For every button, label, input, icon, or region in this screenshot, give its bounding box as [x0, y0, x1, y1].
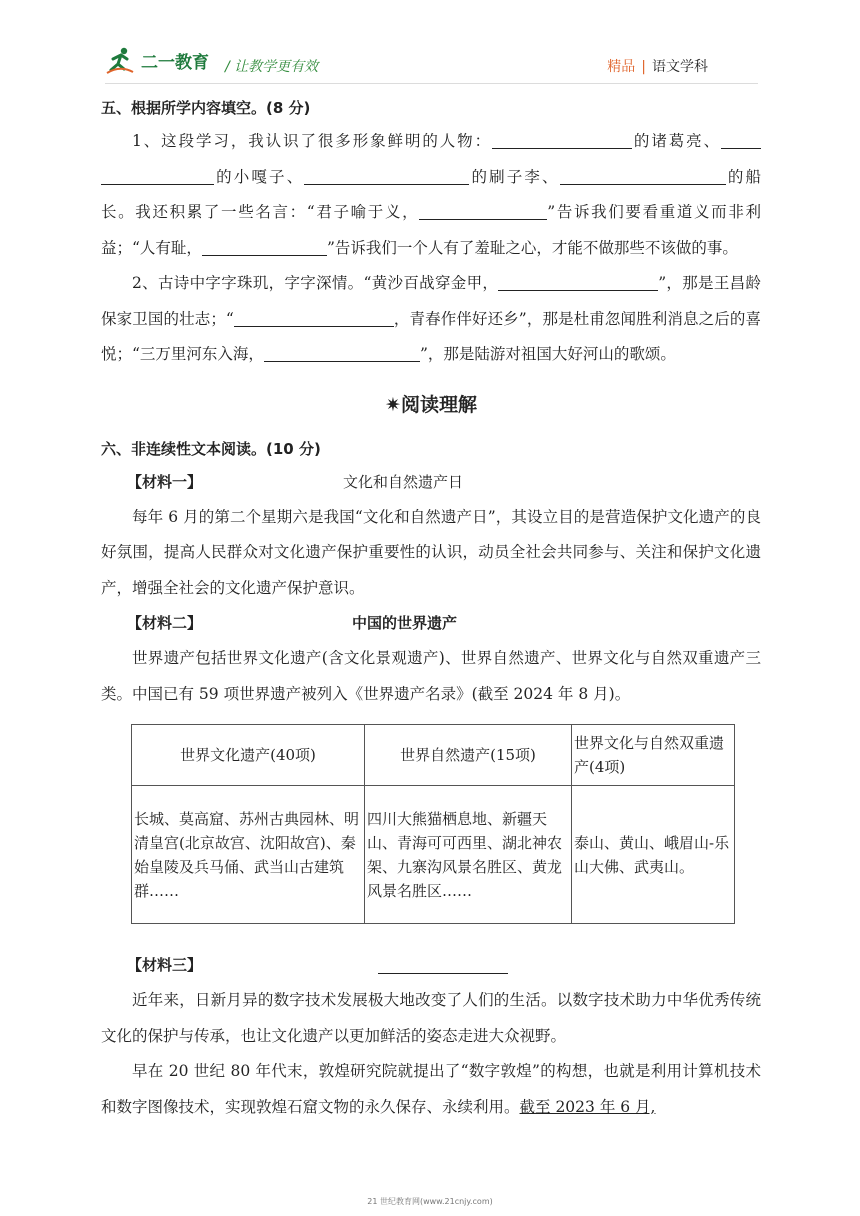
table-header-row [132, 725, 735, 786]
title-blank[interactable] [378, 973, 508, 974]
page-footer: 21 世纪教育网(www.21cnjy.com) [367, 1197, 493, 1206]
question-2 [101, 266, 761, 373]
table-cell: 四川大熊猫栖息地、新疆天山、青海可可西里、湖北神农架、九寨沟风景名胜区、黄龙风景名胜区…… [365, 786, 572, 924]
paragraph-text: 早在 20 世纪 80 年代末，敦煌研究院就提出了“数字敦煌”的构想，也就是利用计算机技术和数字图像技术，实现敦煌石窟文物的永久保存、永续利用。 [101, 1062, 761, 1116]
question-1 [101, 124, 761, 266]
document-body [101, 92, 761, 1125]
table-header-cell: 世界文化与自然双重遗产(4项) [572, 725, 735, 786]
header-separator: | [641, 59, 646, 75]
answer-blank[interactable] [721, 130, 761, 149]
answer-blank[interactable] [492, 130, 632, 149]
answer-blank[interactable] [202, 237, 327, 256]
q2-text: ”，那是陆游对祖国大好河山的歌颂。 [419, 345, 676, 363]
logo-text: 二一教育 [141, 52, 209, 73]
answer-blank[interactable] [304, 166, 469, 185]
material-title: 中国的世界遗产 [352, 614, 458, 632]
material-2-heading [101, 606, 761, 641]
q2-text: ，青春作伴好还乡”，那是杜甫忽闻胜利消息之后的喜悦；“三万里河东入海， [101, 309, 761, 363]
q2-text: ”，那是王昌龄保家卫国的壮志；“ [101, 274, 761, 328]
runner-logo-icon [105, 45, 135, 75]
underlined-text: 截至 2023 年 6 月, [519, 1097, 656, 1116]
header-subject-label: 语文学科 [652, 59, 708, 75]
material-1-text: 每年 6 月的第二个星期六是我国“文化和自然遗产日”，其设立目的是营造保护文化遗产的良好氛围，提高人民群众对文化遗产保护重要性的认识，动员全社会共同参与、关注和保护文化遗产，增强全社会的文化遗产保护意识。 [101, 507, 761, 597]
answer-blank[interactable] [560, 166, 726, 185]
header-tag: 精品 [607, 59, 636, 75]
material-3-paragraph-1: 近年来，日新月异的数字技术发展极大地改变了人们的生活。以数字技术助力中华优秀传统文化的保护与传承，也让文化遗产以更加鲜活的姿态走进大众视野。 [101, 991, 761, 1045]
answer-blank[interactable] [264, 343, 420, 362]
table-header-cell: 世界自然遗产(15项) [365, 725, 572, 786]
section-5-title: 五、根据所学内容填空。(8 分) [101, 99, 311, 117]
reading-title: ✷阅读理解 [385, 393, 477, 416]
q1-text: 的刷子李、 [469, 167, 560, 186]
answer-blank[interactable] [419, 201, 547, 220]
material-3-paragraph-2 [101, 1054, 761, 1125]
table-header-cell: 世界文化遗产(40项) [132, 725, 365, 786]
table-row [132, 786, 735, 924]
header-divider [105, 83, 758, 84]
slogan: / 让教学更有效 [225, 59, 319, 75]
q1-text: 的诸葛亮、 [632, 132, 721, 150]
q1-text: 1、这段学习，我认识了很多形象鲜明的人物： [132, 132, 493, 150]
material-3-heading [101, 948, 761, 983]
heritage-table [131, 724, 735, 924]
table-cell: 长城、莫高窟、苏州古典园林、明清皇宫(北京故宫、沈阳故宫)、秦始皇陵及兵马俑、武当山古建筑群…… [132, 786, 365, 924]
material-title: 文化和自然遗产日 [343, 472, 464, 491]
q2-text: 2、古诗中字字珠玑，字字深情。“黄沙百战穿金甲， [132, 274, 499, 292]
answer-blank[interactable] [498, 272, 658, 291]
material-label: 【材料一】 [127, 472, 203, 491]
q1-text: ”告诉我们一个人有了羞耻之心，才能不做那些不该做的事。 [326, 238, 738, 257]
material-2-text: 世界遗产包括世界文化遗产(含文化景观遗产)、世界自然遗产、世界文化与自然双重遗产三类。中国已有 59 项世界遗产被列入《世界遗产名录》(截至 2024 年 8 月)。 [101, 649, 761, 703]
header-subject [607, 56, 708, 76]
answer-blank[interactable] [101, 166, 214, 185]
table-cell: 泰山、黄山、峨眉山-乐山大佛、武夷山。 [572, 786, 735, 924]
page-header [0, 0, 860, 90]
material-label: 【材料二】 [127, 614, 203, 632]
logo [105, 45, 209, 75]
answer-blank[interactable] [234, 308, 394, 327]
q1-text: 的小嘎子、 [214, 167, 305, 186]
q1-text: ”告诉我们要看重道义而非利益；“人有耻， [101, 203, 761, 257]
material-label: 【材料三】 [127, 956, 203, 974]
q1-text: 的船长。我还积累了一些名言：“君子喻于义， [101, 167, 761, 221]
material-1-heading [101, 465, 761, 500]
section-6-title: 六、非连续性文本阅读。(10 分) [101, 439, 321, 458]
